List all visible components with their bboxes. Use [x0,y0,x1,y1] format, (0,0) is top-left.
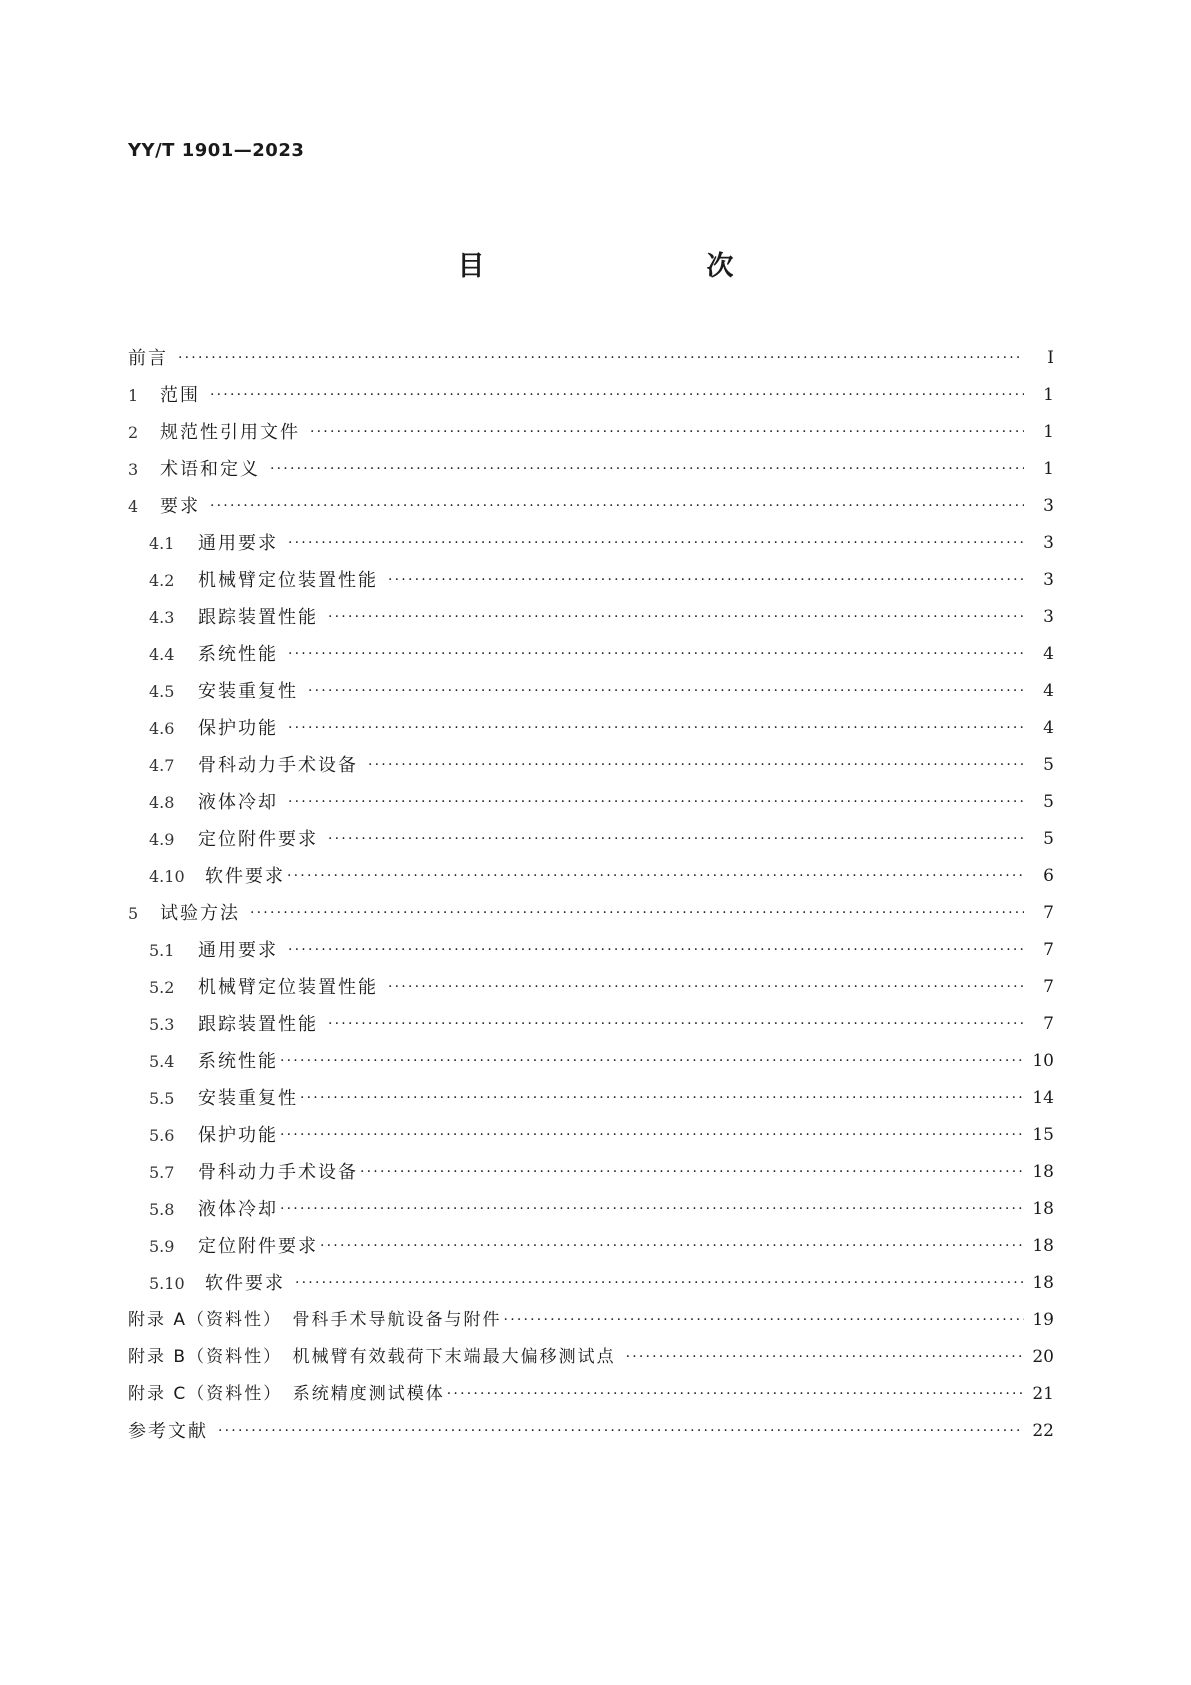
toc-entry-4-7[interactable] [128,747,1054,784]
toc-leader-dots [280,1117,1024,1154]
toc-leader-dots [280,1191,1024,1228]
toc-entry-page: 4 [1043,644,1054,664]
toc-entry-appendix-a[interactable] [128,1302,1054,1339]
page-title: 目 次 [457,251,790,282]
toc-entry-label: 液体冷却 [198,792,278,813]
toc-leader-dots [447,1376,1024,1413]
toc-entry-label: 安装重复性 [198,681,298,702]
toc-entry-label: 通用要求 [198,533,278,554]
toc-entry-label: 机械臂定位装置性能 [198,570,378,591]
toc-entry-label: 附录 B（资料性） 机械臂有效载荷下末端最大偏移测试点 [128,1347,616,1367]
toc-entry-5-5[interactable] [128,1080,1054,1117]
toc-entry-page: 18 [1032,1236,1054,1256]
toc-entry-references[interactable] [128,1413,1054,1450]
toc-leader-dots [368,747,1024,784]
toc-leader-dots [210,488,1024,525]
toc-entry-page: 5 [1043,755,1054,775]
toc-leader-dots [300,1080,1024,1117]
toc-entry-page: 3 [1043,533,1054,553]
toc-entry-foreword[interactable] [128,340,1054,377]
toc-entry-4-1[interactable] [128,525,1054,562]
toc-entry-page: 4 [1043,718,1054,738]
toc-entry-page: 14 [1032,1088,1054,1108]
toc-entry-page: 5 [1043,792,1054,812]
toc-entry-4-6[interactable] [128,710,1054,747]
toc-entry-1[interactable] [128,377,1054,414]
toc-entry-label: 液体冷却 [198,1199,278,1220]
toc-entry-appendix-b[interactable] [128,1339,1054,1376]
toc-leader-dots [288,784,1024,821]
toc-entry-label: 保护功能 [198,1125,278,1146]
toc-entry-page: 1 [1043,459,1054,479]
toc-entry-label: 机械臂定位装置性能 [198,977,378,998]
toc-entry-number: 5.5 [149,1089,175,1108]
toc-entry-label: 定位附件要求 [198,829,318,850]
toc-entry-label: 要求 [160,496,200,517]
toc-entry-4-5[interactable] [128,673,1054,710]
toc-entry-3[interactable] [128,451,1054,488]
toc-leader-dots [328,1006,1024,1043]
toc-entry-page: 7 [1043,903,1054,923]
toc-entry-page: 6 [1043,866,1054,886]
toc-entry-label: 软件要求 [205,866,285,887]
toc-leader-dots [360,1154,1024,1191]
toc-entry-number: 3 [128,460,139,479]
toc-entry-number: 4.3 [149,608,175,627]
toc-entry-label: 跟踪装置性能 [198,1014,318,1035]
toc-entry-number: 4.4 [149,645,175,664]
toc-entry-label: 前言 [128,348,168,369]
toc-leader-dots [328,599,1024,636]
toc-entry-label: 保护功能 [198,718,278,739]
toc-entry-page: 20 [1032,1347,1054,1367]
toc-entry-page: Ⅰ [1047,348,1054,368]
toc-entry-5-3[interactable] [128,1006,1054,1043]
toc-entry-number: 4.10 [149,867,185,886]
toc-entry-number: 1 [128,386,139,405]
toc-entry-label: 通用要求 [198,940,278,961]
toc-entry-label: 定位附件要求 [198,1236,318,1257]
toc-entry-4-4[interactable] [128,636,1054,673]
toc-entry-5-9[interactable] [128,1228,1054,1265]
toc-entry-label: 系统性能 [198,644,278,665]
toc-entry-label: 系统性能 [198,1051,278,1072]
toc-entry-number: 5.2 [149,978,175,997]
toc-entry-page: 3 [1043,607,1054,627]
toc-entry-5-6[interactable] [128,1117,1054,1154]
toc-leader-dots [626,1339,1024,1376]
toc-entry-number: 5.9 [149,1237,175,1256]
toc-entry-number: 5.8 [149,1200,175,1219]
toc-leader-dots [320,1228,1024,1265]
toc-entry-4-8[interactable] [128,784,1054,821]
toc-entry-number: 4.8 [149,793,175,812]
toc-entry-4-9[interactable] [128,821,1054,858]
toc-entry-label: 范围 [160,385,200,406]
toc-entry-number: 4 [128,497,139,516]
toc-entry-5-4[interactable] [128,1043,1054,1080]
toc-leader-dots [388,969,1024,1006]
table-of-contents [128,340,1054,1450]
toc-entry-page: 5 [1043,829,1054,849]
toc-leader-dots [308,673,1024,710]
toc-entry-label: 骨科动力手术设备 [198,755,358,776]
toc-entry-label: 软件要求 [205,1273,285,1294]
toc-leader-dots [328,821,1024,858]
toc-entry-5-1[interactable] [128,932,1054,969]
toc-leader-dots [288,636,1024,673]
toc-leader-dots [288,932,1024,969]
toc-entry-4[interactable] [128,488,1054,525]
toc-entry-page: 3 [1043,570,1054,590]
toc-entry-label: 试验方法 [160,903,240,924]
toc-entry-number: 2 [128,423,139,442]
toc-entry-number: 4.1 [149,534,175,553]
toc-entry-2[interactable] [128,414,1054,451]
toc-leader-dots [288,525,1024,562]
toc-leader-dots [210,377,1024,414]
toc-entry-number: 5.6 [149,1126,175,1145]
toc-entry-5-8[interactable] [128,1191,1054,1228]
toc-entry-label: 安装重复性 [198,1088,298,1109]
toc-entry-number: 5.1 [149,941,175,960]
toc-leader-dots [280,1043,1024,1080]
toc-entry-number: 4.2 [149,571,175,590]
toc-entry-page: 1 [1043,422,1054,442]
toc-entry-page: 10 [1032,1051,1054,1071]
toc-leader-dots [270,451,1024,488]
toc-entry-label: 跟踪装置性能 [198,607,318,628]
toc-entry-page: 7 [1043,940,1054,960]
toc-entry-page: 19 [1032,1310,1054,1330]
toc-leader-dots [178,340,1024,377]
toc-entry-5-10[interactable] [128,1265,1054,1302]
toc-entry-4-3[interactable] [128,599,1054,636]
toc-entry-4-2[interactable] [128,562,1054,599]
toc-entry-label: 附录 A（资料性） 骨科手术导航设备与附件 [128,1310,502,1330]
toc-entry-5[interactable] [128,895,1054,932]
toc-entry-page: 15 [1032,1125,1054,1145]
toc-entry-number: 5 [128,904,139,923]
toc-entry-label: 附录 C（资料性） 系统精度测试模体 [128,1384,445,1404]
toc-entry-page: 22 [1032,1421,1054,1441]
toc-entry-page: 21 [1032,1384,1054,1404]
toc-leader-dots [504,1302,1024,1339]
toc-entry-number: 4.5 [149,682,175,701]
toc-entry-5-2[interactable] [128,969,1054,1006]
toc-entry-appendix-c[interactable] [128,1376,1054,1413]
toc-leader-dots [287,858,1024,895]
toc-entry-page: 7 [1043,1014,1054,1034]
toc-entry-label: 骨科动力手术设备 [198,1162,358,1183]
toc-entry-label: 术语和定义 [160,459,260,480]
toc-leader-dots [388,562,1024,599]
toc-entry-number: 4.9 [149,830,175,849]
toc-entry-page: 18 [1032,1199,1054,1219]
toc-entry-number: 5.4 [149,1052,175,1071]
toc-leader-dots [310,414,1024,451]
toc-leader-dots [250,895,1024,932]
toc-entry-number: 5.7 [149,1163,175,1182]
toc-entry-page: 18 [1032,1273,1054,1293]
standard-code: YY/T 1901—2023 [128,140,305,161]
toc-leader-dots [218,1413,1024,1450]
toc-entry-page: 7 [1043,977,1054,997]
toc-leader-dots [288,710,1024,747]
toc-entry-page: 4 [1043,681,1054,701]
toc-entry-label: 参考文献 [128,1421,208,1442]
toc-entry-label: 规范性引用文件 [160,422,300,443]
toc-entry-number: 4.7 [149,756,175,775]
toc-entry-page: 3 [1043,496,1054,516]
toc-leader-dots [295,1265,1024,1302]
toc-entry-number: 5.10 [149,1274,185,1293]
toc-entry-5-7[interactable] [128,1154,1054,1191]
toc-entry-number: 4.6 [149,719,175,738]
toc-entry-4-10[interactable] [128,858,1054,895]
toc-entry-page: 1 [1043,385,1054,405]
toc-entry-number: 5.3 [149,1015,175,1034]
toc-entry-page: 18 [1032,1162,1054,1182]
